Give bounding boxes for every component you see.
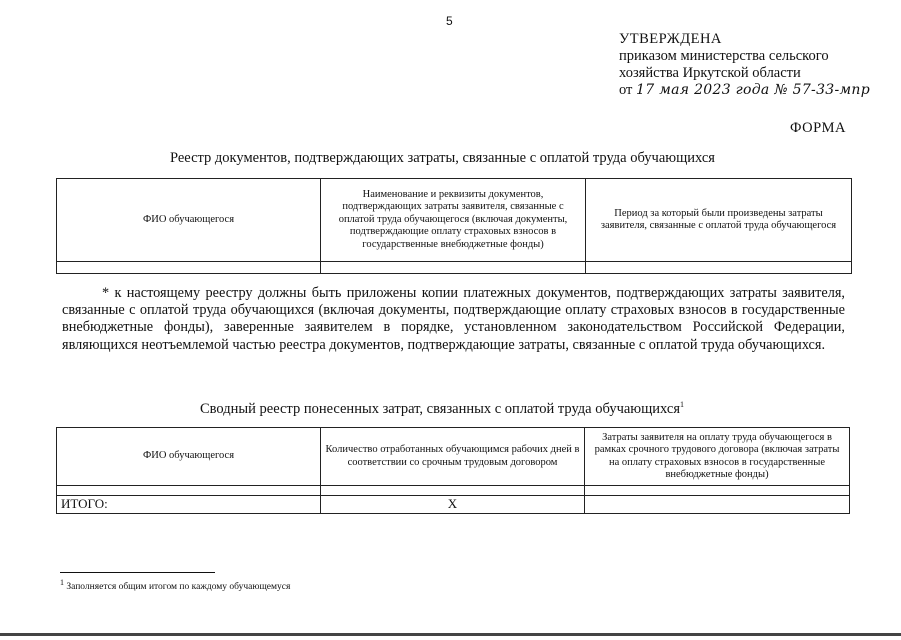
registry1-header-documents: Наименование и реквизиты документов, подтверждающих затраты заявителя, связанные с оплатой труда обучающегося (включая документы, подтверждающие оплату страховых взносов в государственные внебюджетные фонды) (321, 179, 586, 262)
registry1-cell (57, 262, 321, 274)
registry2-title (200, 400, 684, 418)
page-number: 5 (446, 14, 453, 28)
registry1-table (56, 178, 852, 274)
registry2-header-fio: ФИО обучающегося (57, 428, 321, 486)
approval-title: УТВЕРЖДЕНА (619, 31, 722, 47)
registry2-cell (57, 486, 321, 496)
order-prefix: от (619, 82, 633, 98)
footnote-mark: 1 (60, 578, 64, 587)
registry2-table (56, 427, 850, 514)
approval-line-1: приказом министерства сельского (619, 48, 829, 64)
registry-note: * к настоящему реестру должны быть приложены копии платежных документов, подтверждающих затраты заявителя, связанные с оплатой труда обучающихся (включая документы, подтверждающие оплату страховых взносов в государственные внебюджетные фонды), заверенные заявителем в порядке, установленном законодательством Российской Федерации, являющихся неотъемлемой частью реестра документов, подтверждающие затраты, связанные с оплатой труда обучающихся. (62, 285, 845, 353)
footnote-text: Заполняется общим итогом по каждому обучающемуся (66, 582, 291, 593)
registry2-cell (585, 486, 850, 496)
footnote-ref: 1 (680, 400, 684, 409)
registry1-header-fio: ФИО обучающегося (57, 179, 321, 262)
order-handwritten: 17 мая 2023 года № 57-33-мпр (636, 82, 870, 98)
footnote (60, 578, 290, 592)
registry2-total-label: ИТОГО: (57, 496, 321, 514)
order-line (619, 82, 889, 99)
page-bottom-edge (0, 633, 901, 636)
approval-block (619, 31, 889, 99)
footnote-divider (60, 572, 215, 573)
registry1-cell (321, 262, 586, 274)
registry2-header-days: Количество отработанных обучающимся рабочих дней в соответствии со срочным трудовым договором (321, 428, 585, 486)
registry2-total-mark: Х (321, 496, 585, 514)
registry1-header-period: Период за который были произведены затраты заявителя, связанные с оплатой труда обучающегося (586, 179, 852, 262)
form-label: ФОРМА (790, 120, 847, 136)
registry2-title-text: Сводный реестр понесенных затрат, связанных с оплатой труда обучающихся (200, 400, 680, 417)
registry2-total-value (585, 496, 850, 514)
registry2-header-costs: Затраты заявителя на оплату труда обучающегося в рамках срочного трудового договора (включая затраты на оплату страховых взносов в государственные внебюджетные фонды) (585, 428, 850, 486)
registry2-cell (321, 486, 585, 496)
registry1-title: Реестр документов, подтверждающих затраты, связанные с оплатой труда обучающихся (170, 150, 715, 166)
registry1-cell (586, 262, 852, 274)
approval-line-2: хозяйства Иркутской области (619, 65, 801, 81)
